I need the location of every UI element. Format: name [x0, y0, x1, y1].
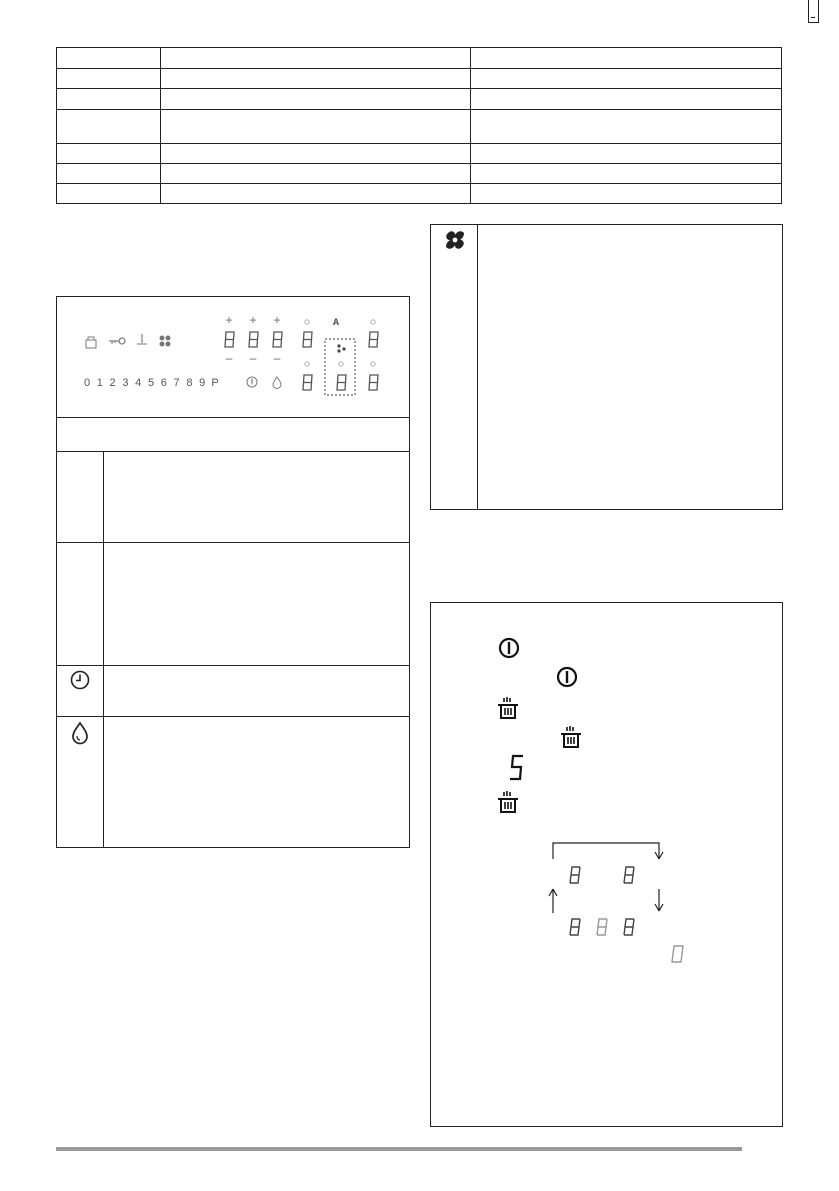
highlight-frame [325, 339, 355, 395]
seven-segment-digit [249, 332, 258, 347]
seven-segment-digit [303, 332, 312, 347]
timer-icon [305, 320, 375, 366]
seven-segment-digit [369, 332, 378, 347]
seven-segment-digit [369, 375, 378, 390]
fan-icon [337, 344, 345, 352]
level-digit: 7 [173, 377, 180, 389]
pot-icon [496, 697, 520, 726]
pot-icon [496, 791, 520, 820]
level-digit: 1 [96, 377, 103, 389]
seven-segment-digit [303, 375, 312, 390]
table-row [57, 183, 782, 203]
table-row [57, 110, 782, 143]
seven-segment-digit [624, 867, 634, 883]
fan-icon [160, 336, 171, 347]
level-digit: 4 [135, 377, 142, 389]
power-icon [498, 637, 520, 664]
level-digit: 8 [186, 377, 193, 389]
level-digit: P [211, 377, 219, 389]
minus-button[interactable]: – [249, 351, 257, 365]
minus-button[interactable]: – [273, 351, 281, 365]
pot-icon [559, 726, 583, 755]
level-digit: 9 [199, 377, 206, 389]
sequence-diagram [541, 839, 701, 969]
power-icon [137, 334, 147, 344]
seven-segment-digit [337, 375, 346, 390]
table-row [57, 69, 782, 89]
page-bookmark [808, 0, 819, 23]
seven-segment-digit [597, 919, 607, 935]
table-row [57, 143, 782, 163]
seven-segment-digit [570, 867, 580, 883]
timer-icon [57, 669, 103, 691]
level-digits [84, 377, 219, 389]
fan-box [430, 224, 783, 510]
auto-label: A [332, 317, 340, 327]
level-digit: 5 [147, 377, 155, 389]
seven-segment-digit [570, 919, 580, 935]
water-drop-icon [57, 721, 103, 745]
table-row [57, 163, 782, 183]
zero-segment-digit [672, 946, 683, 962]
seven-segment-digit [225, 332, 234, 347]
lock-icon [86, 337, 96, 348]
spec-table [56, 47, 782, 204]
seven-segment-digit [273, 332, 282, 347]
instruction-box [430, 602, 783, 1127]
footer-rule [56, 1147, 742, 1151]
level-digit: 6 [160, 377, 167, 389]
level-digit: 0 [83, 377, 91, 389]
table-row [57, 48, 782, 69]
key-icon [109, 338, 125, 344]
s-display-icon [509, 753, 525, 788]
plus-button[interactable]: + [273, 313, 281, 327]
minus-button[interactable]: – [225, 351, 233, 365]
water-drop-icon [273, 377, 281, 389]
plus-button[interactable]: + [225, 313, 233, 327]
seven-segment-digit [624, 919, 634, 935]
table-row [57, 89, 782, 110]
level-digit: 2 [109, 377, 116, 389]
panel-illustration [57, 297, 409, 417]
fan-icon [443, 228, 467, 257]
power-icon [556, 666, 578, 693]
plus-button[interactable]: + [249, 313, 257, 327]
power-icon [247, 377, 257, 387]
level-digit: 3 [122, 377, 129, 389]
